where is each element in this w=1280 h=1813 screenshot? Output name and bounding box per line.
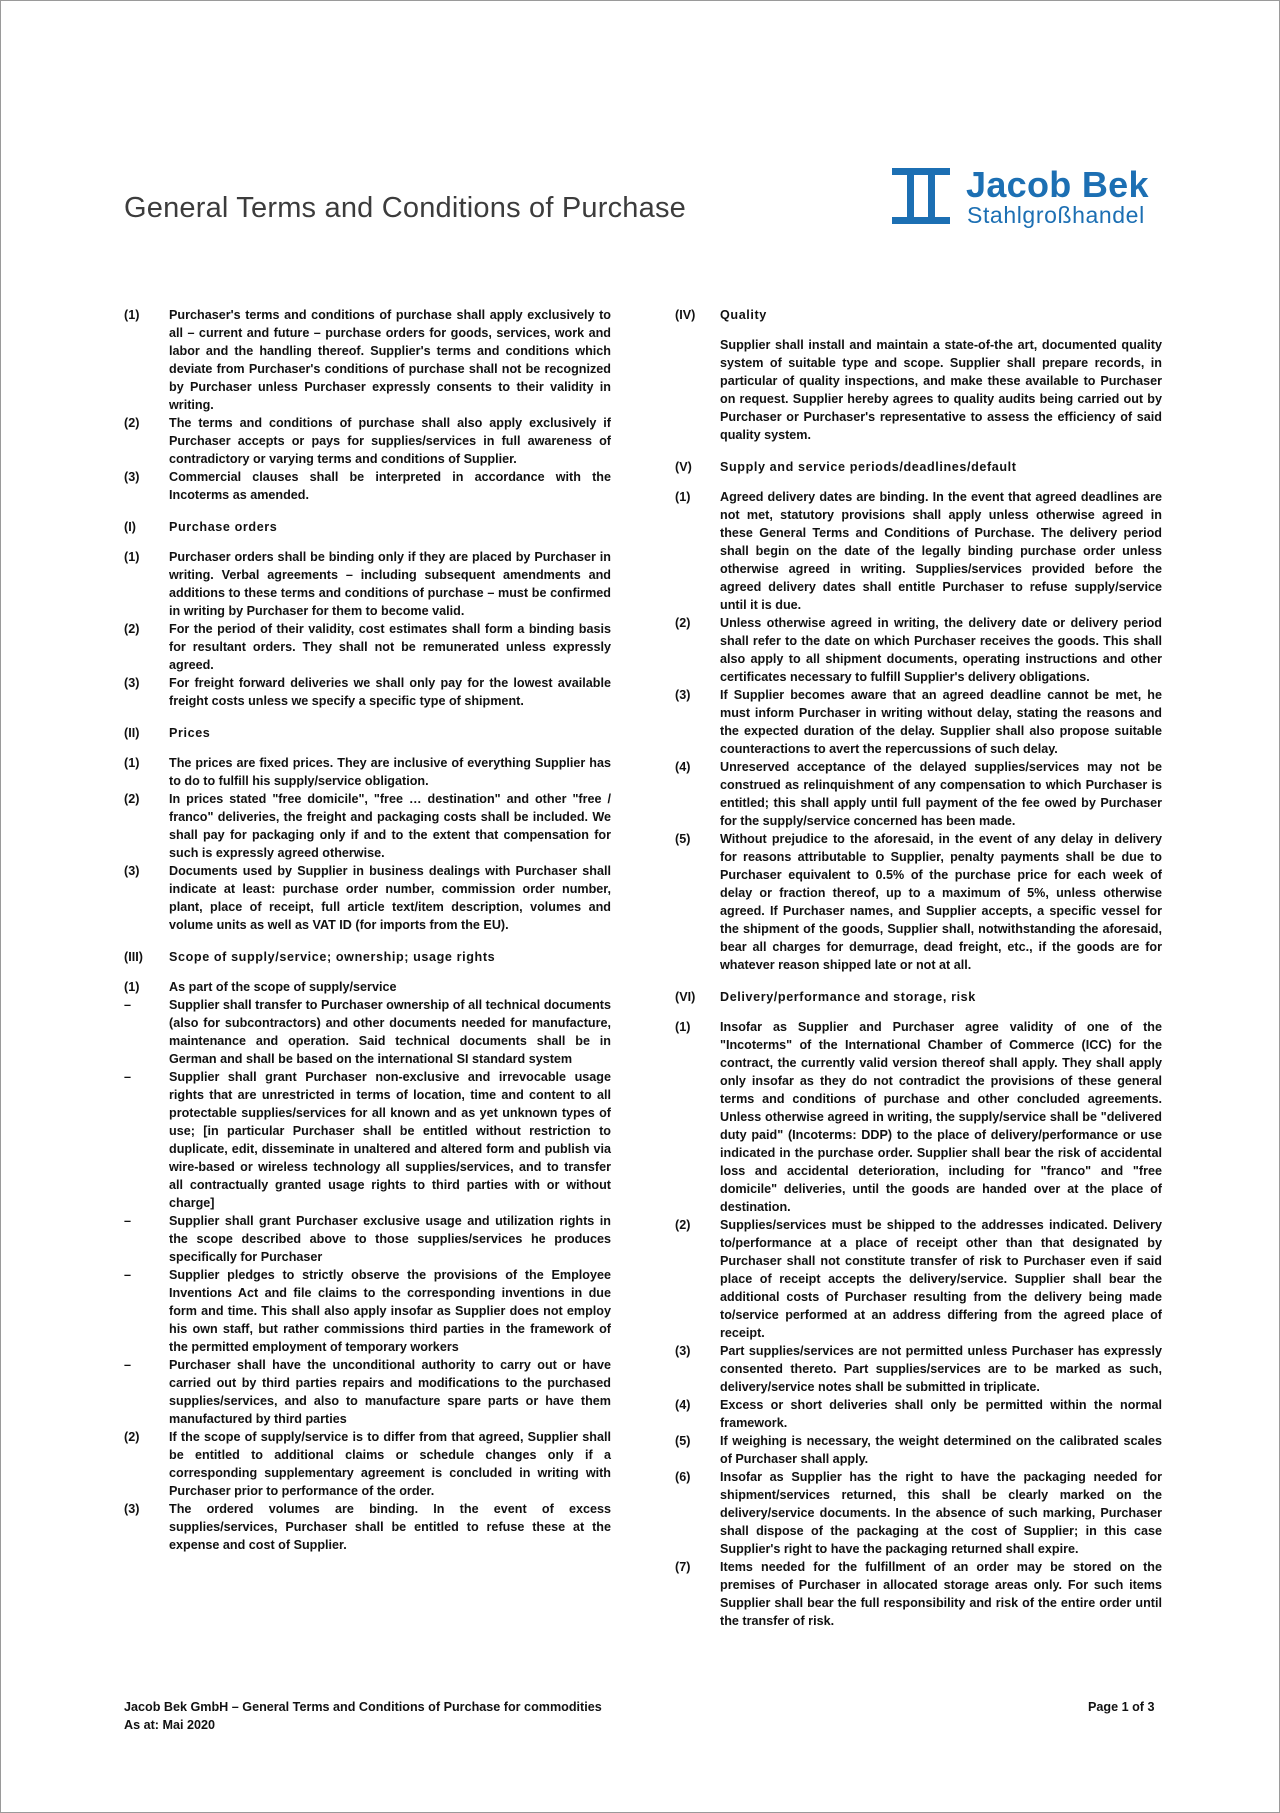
- right-column: [675, 306, 1162, 1630]
- section-heading-prices: (II) Prices: [124, 726, 211, 740]
- logo-company-name: Jacob Bek: [966, 164, 1149, 205]
- footer-line-title: Jacob Bek GmbH – General Terms and Conditions of Purchase for commodities: [124, 1700, 602, 1714]
- logo-mark-icon: [892, 168, 950, 224]
- list-item: (1) Insofar as Supplier and Purchaser agree validity of one of the "Incoterms" of the International Chamber of Commerce (ICC) for the contract, the currently valid version thereof shall apply. They shall apply only insofar as they do not contradict the provisions of these general terms and conditions of purchase and other concluded agreements. Unless otherwise agreed in writing, the supply/service shall be "delivered duty paid" (Incoterms: DDP) to the place of delivery/performance or use indicated in the purchase order. Supplier shall bear the risk of accidental loss and accidental deterioration, including for "franco" and "free domicile" deliveries, until the goods are handed over at the place of destination.: [675, 1020, 1162, 1214]
- section-heading-quality: (IV) Quality: [675, 308, 767, 322]
- list-item: (1) Purchaser orders shall be binding only if they are placed by Purchaser in writing. Verbal agreements – including subsequent amendments and additions to these terms and conditions of purchase – must be confirmed in writing by Purchaser for them to become valid.: [124, 550, 611, 618]
- list-item: – Supplier pledges to strictly observe the provisions of the Employee Inventions Act and file claims to the corresponding inventions in due form and time. This shall also apply insofar as Supplier does not employ his own staff, but rather commissions third parties in the framework of the permitted employment of temporary workers: [124, 1268, 611, 1354]
- list-item: (3) If Supplier becomes aware that an agreed deadline cannot be met, he must inform Purchaser in writing without delay, stating the reasons and the expected duration of the delay. Supplier shall also propose suitable counteractions to avert the repercussions of such delay.: [675, 688, 1162, 756]
- company-logo: [892, 164, 1162, 228]
- footer-document-info: [124, 1698, 602, 1734]
- list-item: (3) Documents used by Supplier in business dealings with Purchaser shall indicate at least: purchase order number, commission order number, plant, place of receipt, full article text/item description, volumes and volume units as well as VAT ID (for imports from the EU).: [124, 864, 611, 932]
- list-item: – Supplier shall grant Purchaser non-exclusive and irrevocable usage rights that are unrestricted in terms of location, time and content to all protectable supplies/services for all known and as yet unknown types of use; [in particular Purchaser shall be entitled without restriction to duplicate, edit, disseminate in unaltered and altered form and publish via wire-based or wireless technology all supplies/services, and to transfer all contractually granted usage rights to third parties with or without charge]: [124, 1070, 611, 1210]
- section-heading-scope-of-supply: (III) Scope of supply/service; ownership; usage rights: [124, 950, 496, 964]
- list-item: (1) The prices are fixed prices. They are inclusive of everything Supplier has to do to fulfill his supply/service obligation.: [124, 756, 611, 788]
- list-item: (7) Items needed for the fulfillment of an order may be stored on the premises of Purchaser in allocated storage areas only. For such items Supplier shall bear the full responsibility and risk of the entire order until the transfer of risk.: [675, 1560, 1162, 1628]
- list-item: (1) As part of the scope of supply/service: [124, 980, 397, 994]
- list-item: (4) Excess or short deliveries shall only be permitted within the normal framework.: [675, 1398, 1162, 1430]
- list-item: (5) Without prejudice to the aforesaid, in the event of any delay in delivery for reasons attributable to Supplier, penalty payments shall be due to Purchaser equivalent to 0.5% of the purchase price for each week of delay or fraction thereof, up to a maximum of 5%, unless otherwise agreed. If Purchaser names, and Supplier accepts, a specific vessel for the shipment of the goods, Supplier shall, notwithstanding the aforesaid, bear all charges for demurrage, dead freight, etc., if the goods are for whatever reason shipped late or not at all.: [675, 832, 1162, 972]
- footer-line-date: As at: Mai 2020: [124, 1718, 215, 1732]
- section-heading-supply-periods: (V) Supply and service periods/deadlines/default: [675, 460, 1017, 474]
- footer-page-number: Page 1 of 3: [1088, 1700, 1155, 1714]
- list-item: (2) In prices stated "free domicile", "free … destination" and other "free / franco" deliveries, the freight and packaging costs shall be included. We shall pay for packaging only if and to the extent that compensation for such is expressly agreed otherwise.: [124, 792, 611, 860]
- list-item: (1) Agreed delivery dates are binding. In the event that agreed deadlines are not met, statutory provisions shall apply unless otherwise agreed in these General Terms and Conditions of Purchase. The delivery period shall begin on the date of the legally binding purchase order unless otherwise agreed in writing. Supplies/services provided before the agreed delivery dates shall entitle Purchaser to refuse supply/service until it is due.: [675, 490, 1162, 612]
- list-item: (3) For freight forward deliveries we shall only pay for the lowest available freight costs unless we specify a specific type of shipment.: [124, 676, 611, 708]
- list-item: – Supplier shall grant Purchaser exclusive usage and utilization rights in the scope described above to those supplies/services he produces specifically for Purchaser: [124, 1214, 611, 1264]
- logo-company-subtitle: Stahlgroßhandel: [967, 202, 1145, 228]
- section-heading-purchase-orders: (I) Purchase orders: [124, 520, 278, 534]
- list-item: (1) Purchaser's terms and conditions of purchase shall apply exclusively to all – current and future – purchase orders for goods, services, work and labor and the handling thereof. Supplier's terms and conditions which deviate from Purchaser's conditions of purchase shall not be recognized by Purchaser unless Purchaser expressly consents to their validity in writing.: [124, 308, 611, 412]
- list-item: (6) Insofar as Supplier has the right to have the packaging needed for shipment/services returned, this shall be clearly marked on the delivery/service documents. In the absence of such marking, Purchaser shall dispose of the packaging at the cost of Supplier; in this case Supplier's right to have the packaging returned shall expire.: [675, 1470, 1162, 1556]
- list-item: (2) If the scope of supply/service is to differ from that agreed, Supplier shall be entitled to additional claims or schedule changes only if a corresponding supplementary agreement is concluded in writing with Purchaser prior to performance of the order.: [124, 1430, 611, 1498]
- list-item: (2) The terms and conditions of purchase shall also apply exclusively if Purchaser accepts or pays for supplies/services in full awareness of contradictory or varying terms and conditions of Supplier.: [124, 416, 611, 466]
- list-item: (5) If weighing is necessary, the weight determined on the calibrated scales of Purchaser shall apply.: [675, 1434, 1162, 1466]
- list-item: – Supplier shall transfer to Purchaser ownership of all technical documents (also for subcontractors) and other documents needed for manufacture, maintenance and operation. Said technical documents shall be in German and shall be based on the international SI standard system: [124, 998, 611, 1066]
- list-item: – Purchaser shall have the unconditional authority to carry out or have carried out by third parties repairs and modifications to the purchased supplies/services, and also to manufacture spare parts or have them manufactured by third parties: [124, 1358, 611, 1426]
- quality-paragraph: Supplier shall install and maintain a state-of-the art, documented quality system of suitable type and scope. Supplier shall prepare records, in particular of quality inspections, and make these available to Purchaser on request. Supplier hereby agrees to quality audits being carried out by Purchaser or Purchaser's representative to assess the efficiency of said quality system.: [720, 338, 1162, 442]
- list-item: (2) For the period of their validity, cost estimates shall form a binding basis for resultant orders. They shall not be remunerated unless expressly agreed.: [124, 622, 611, 672]
- section-heading-delivery-risk: (VI) Delivery/performance and storage, risk: [675, 990, 976, 1004]
- list-item: (3) Part supplies/services are not permitted unless Purchaser has expressly consented thereto. Part supplies/services are to be marked as such, delivery/service notes shall be submitted in triplicate.: [675, 1344, 1162, 1394]
- preamble: [124, 306, 611, 504]
- left-column: [124, 306, 611, 1554]
- list-item: (3) Commercial clauses shall be interpreted in accordance with the Incoterms as amended.: [124, 470, 611, 502]
- document-title: General Terms and Conditions of Purchase: [124, 192, 686, 224]
- list-item: (2) Unless otherwise agreed in writing, the delivery date or delivery period shall refer to the date on which Purchaser receives the goods. This shall also apply to all shipment documents, operating instructions and other certificates necessary to fulfill Supplier's delivery obligations.: [675, 616, 1162, 684]
- list-item: (3) The ordered volumes are binding. In the event of excess supplies/services, Purchaser shall be entitled to refuse these at the expense and cost of Supplier.: [124, 1502, 611, 1552]
- list-item: (4) Unreserved acceptance of the delayed supplies/services may not be construed as relinquishment of any compensation to which Purchaser is entitled; this shall apply until full payment of the fee owed by Purchaser for the supply/service concerned has been made.: [675, 760, 1162, 828]
- list-item: (2) Supplies/services must be shipped to the addresses indicated. Delivery to/performance at a place of receipt other than that designated by Purchaser shall not constitute transfer of risk to Purchaser even if said place of receipt accepts the delivery/service. Supplier shall bear the additional costs of Purchaser resulting from the delivery being made to/service performed at an address differing from the agreed place of receipt.: [675, 1218, 1162, 1340]
